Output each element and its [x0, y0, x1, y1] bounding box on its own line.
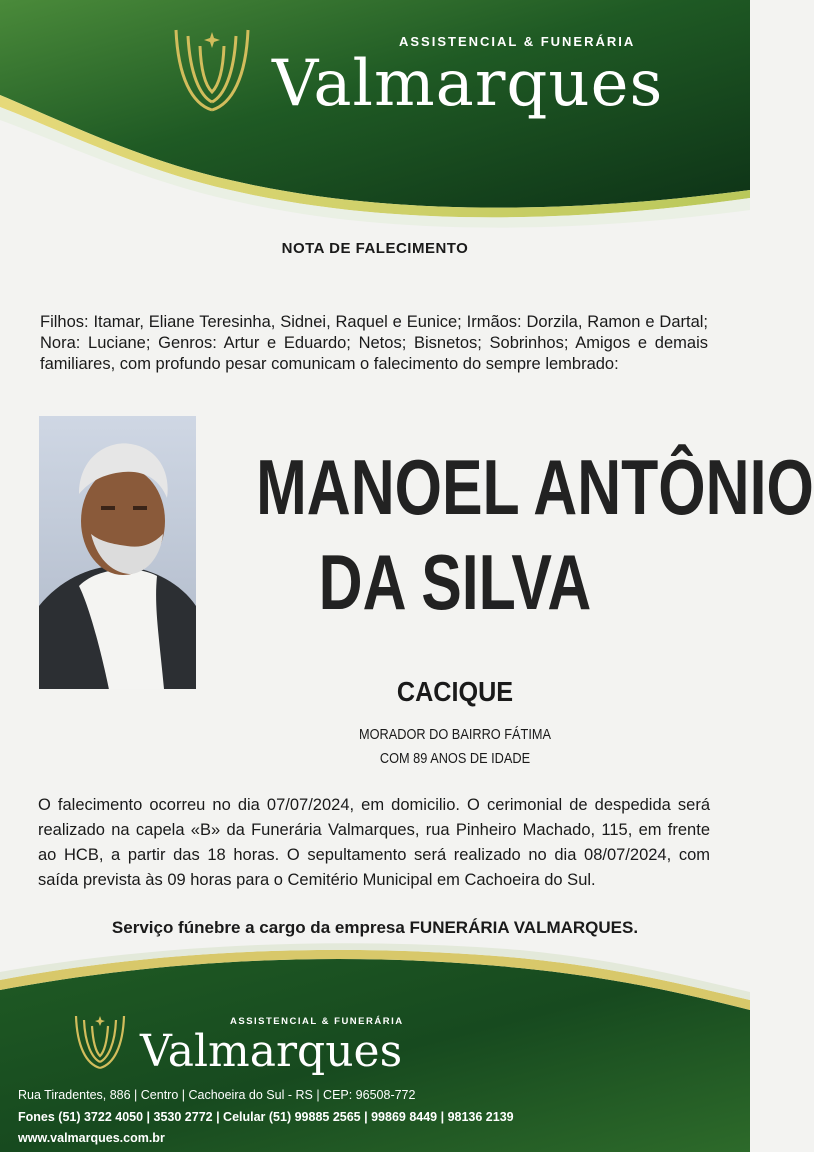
ceremony-details: O falecimento ocorreu no dia 07/07/2024, em domicilio. O cerimonial de despedida será realizado na capela «B» da Funerária Valmarques, rua Pinheiro Machado, 115, em frente ao HCB, a partir das 18 horas. O sepultamento será realizado no dia 08/07/2024, com saída prevista às 09 horas para o Cemitério Municipal em Cachoeira do Sul. [38, 796, 710, 889]
footer-phones: Fones (51) 3722 4050 | 3530 2772 | Celular (51) 99885 2565 | 99869 8449 | 98136 2139 [18, 1110, 514, 1124]
header-brand-name: Valmarques [272, 47, 664, 121]
deceased-age: COM 89 ANOS DE IDADE [379, 750, 531, 767]
deceased-residence: MORADOR DO BAIRRO FÁTIMA [359, 726, 551, 743]
footer-address: Rua Tiradentes, 886 | Centro | Cachoeira do Sul - RS | CEP: 96508-772 [18, 1088, 416, 1102]
valmarques-logo-icon [170, 22, 254, 114]
deceased-photo [39, 416, 196, 689]
footer-website-link[interactable]: www.valmarques.com.br [18, 1131, 165, 1145]
header-brand-subtitle: ASSISTENCIAL & FUNERÁRIA [399, 34, 636, 49]
funeral-service-line: Serviço fúnebre a cargo da empresa FUNERÁRIA VALMARQUES. [111, 918, 639, 937]
deceased-nickname: CACIQUE [396, 676, 514, 707]
footer-brand-name: Valmarques [140, 1026, 403, 1077]
notice-intro: Filhos: Itamar, Eliane Teresinha, Sidnei, Raquel e Eunice; Irmãos: Dorzila, Ramon e Dartal; Nora: Luciane; Genros: Artur e Eduardo; Netos; Bisnetos; Sobrinhos; Amigos e demais familiares, com profundo pesar comunicam o falecimento do sempre lembrado: [40, 313, 708, 373]
deceased-name-line1: MANOEL ANTÔNIO [256, 443, 814, 531]
deceased-name-line2: DA SILVA [318, 538, 592, 626]
notice-title: NOTA DE FALECIMENTO [281, 240, 469, 257]
footer-logo-icon [72, 1010, 128, 1072]
footer-brand-subtitle: ASSISTENCIAL & FUNERÁRIA [230, 1016, 404, 1027]
deceased-name [200, 440, 814, 630]
